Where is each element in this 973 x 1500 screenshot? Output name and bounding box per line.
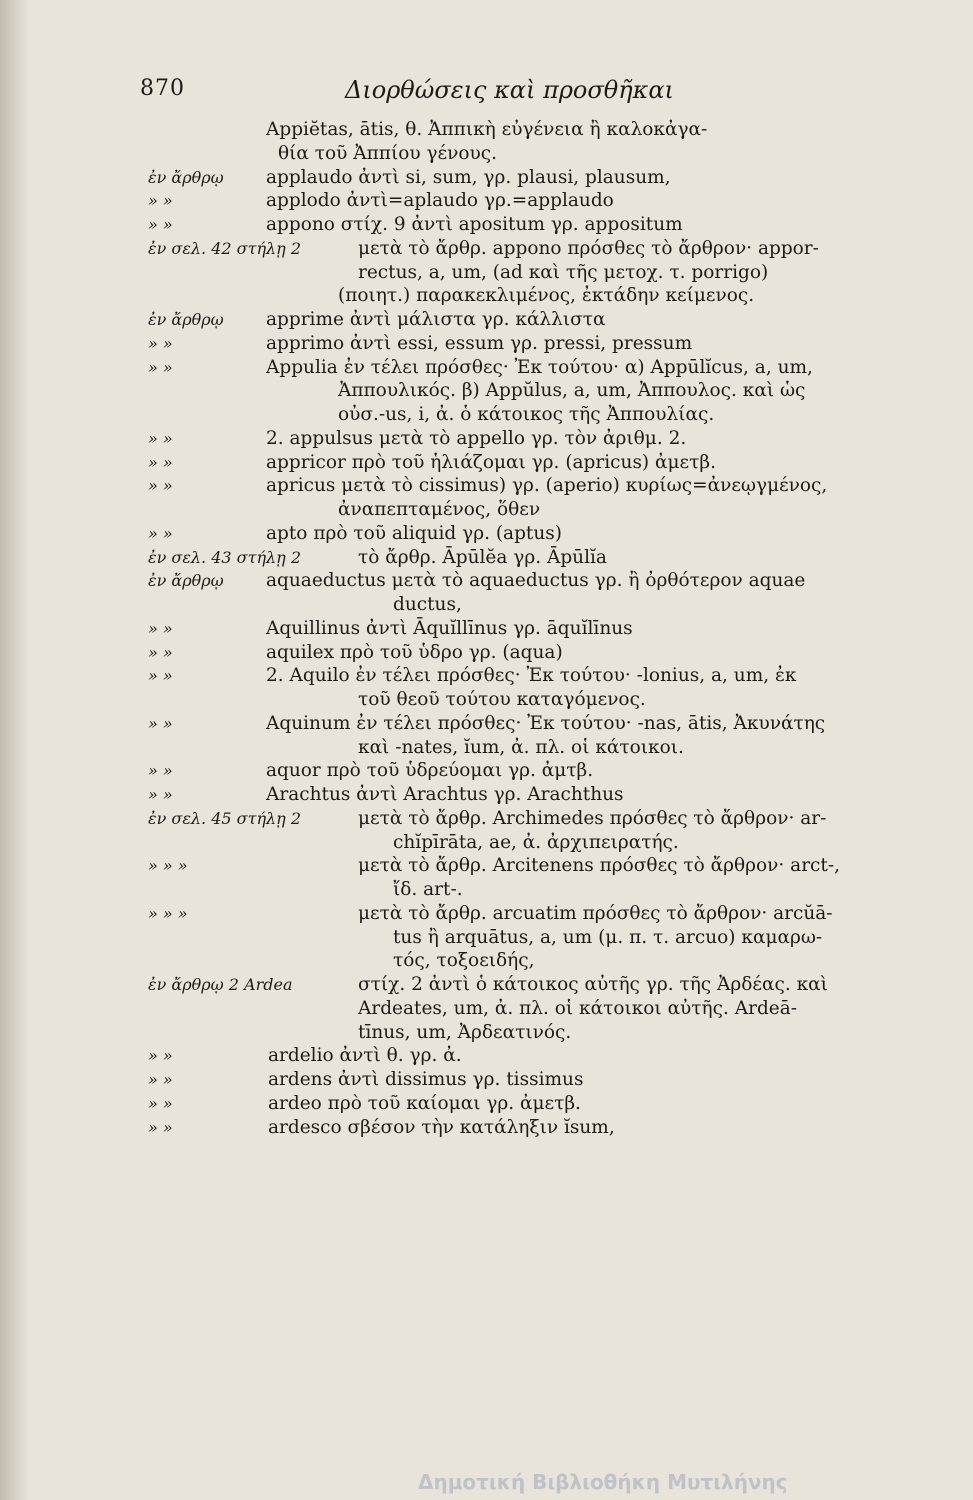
text-line: [148, 854, 923, 878]
line-reference: » »: [148, 452, 173, 472]
line-text: ardesco σβέσον τὴν κατάληξιν ĭsum,: [268, 1116, 615, 1138]
line-text: aquaeductus μετὰ τὸ aquaeductus γρ. ἢ ὀρθότερον aquae: [266, 570, 806, 592]
line-text: Appulia ἐν τέλει πρόσθες· Ἐκ τούτου· α) Appūlĭcus, a, um,: [266, 356, 813, 378]
line-reference: » »: [148, 618, 173, 638]
text-line: [148, 546, 923, 570]
text-line: [148, 712, 923, 736]
line-reference: » »: [148, 761, 173, 781]
text-line: [148, 1116, 923, 1140]
text-line: [148, 807, 923, 831]
line-text: apprimo ἀντὶ essi, essum γρ. pressi, pressum: [266, 332, 693, 354]
text-line: [148, 878, 923, 902]
line-text: ductus,: [393, 594, 462, 615]
line-text: στίχ. 2 ἀντὶ ὁ κάτοικος αὐτῆς γρ. τῆς Ἀρδέας. καὶ: [358, 974, 828, 995]
text-line: [148, 189, 923, 213]
text-line: [148, 973, 923, 997]
line-reference: » »: [148, 713, 173, 733]
line-text: apprime ἀντὶ μάλιστα γρ. κάλλιστα: [266, 309, 606, 330]
line-text: τοῦ θεοῦ τούτου καταγόμενος.: [358, 689, 646, 710]
text-line: [148, 664, 923, 688]
text-line: [148, 569, 923, 593]
line-text: ardens ἀντὶ dissimus γρ. tissimus: [268, 1069, 584, 1090]
text-line: [148, 332, 923, 356]
line-text: μετὰ τὸ ἄρθρ. Arcitenens πρόσθες τὸ ἄρθρον· arct-,: [358, 855, 840, 877]
line-text: θία τοῦ Ἀππίου γένους.: [278, 142, 497, 164]
line-text: appono στίχ. 9 ἀντὶ apositum γρ. appositum: [266, 214, 683, 235]
line-text: οὐσ.-us, i, ἀ. ὁ κάτοικος τῆς Ἀππουλίας.: [338, 404, 715, 425]
text-line: [148, 451, 923, 475]
line-reference: » »: [148, 428, 173, 448]
line-text: Arachtus ἀντὶ Arachtus γρ. Arachthus: [266, 784, 624, 805]
line-text: Aquinum ἐν τέλει πρόσθες· Ἐκ τούτου· -nas, ātis, Ἀκυνάτης: [266, 712, 826, 734]
text-line: [148, 261, 923, 285]
line-reference: ἐν σελ. 43 στήλῃ 2: [148, 547, 302, 567]
line-reference: » »: [148, 357, 173, 377]
line-text: ἀναπεπταμένος, ὅθεν: [338, 499, 541, 520]
line-text: 2. Aquilo ἐν τέλει πρόσθες· Ἐκ τούτου· -lonius, a, um, ἐκ: [266, 665, 797, 687]
text-line: [148, 1092, 923, 1116]
line-reference: » »: [148, 642, 173, 662]
page-header: [140, 76, 840, 106]
line-text: applodo ἀντὶ=aplaudo γρ.=applaudo: [266, 190, 614, 212]
line-reference: ἐν ἄρθρῳ: [148, 310, 224, 329]
text-line: [148, 284, 923, 308]
text-line: [148, 902, 923, 926]
text-line: [148, 831, 923, 855]
line-text: τός, τοξοειδής,: [393, 950, 535, 972]
line-text: μετὰ τὸ ἄρθρ. arcuatim πρόσθες τὸ ἄρθρον· arcŭā-: [358, 902, 833, 924]
line-text: apricus μετὰ τὸ cissimus) γρ. (aperio) κυρίως=ἀνεῳγμένος,: [266, 475, 828, 497]
line-text: 2. appulsus μετὰ τὸ appello γρ. τὸν ἀριθμ. 2.: [266, 427, 687, 449]
text-line: [148, 213, 923, 237]
line-text: appricor πρὸ τοῦ ἡλιάζομαι γρ. (apricus) ἀμετβ.: [266, 451, 716, 473]
text-line: [148, 759, 923, 783]
line-text: μετὰ τὸ ἄρθρ. Archimedes πρόσθες τὸ ἄρθρον· ar-: [358, 807, 827, 829]
line-reference: » »: [148, 1117, 173, 1137]
line-text: tus ἢ arquātus, a, um (μ. π. τ. arcuo) καμαρω-: [393, 926, 823, 948]
line-text: tīnus, um, Ἀρδεατινός.: [358, 1021, 572, 1043]
text-line: [148, 308, 923, 332]
line-text: aquor πρὸ τοῦ ὑδρεύομαι γρ. ἀμτβ.: [266, 760, 594, 782]
line-text: rectus, a, um, (ad καὶ τῆς μετοχ. τ. porrigo): [358, 261, 769, 283]
text-line: [148, 142, 923, 166]
library-watermark: Δημοτική Βιβλιοθήκη Μυτιλήνης: [418, 1470, 788, 1494]
line-reference: » »: [148, 1070, 173, 1089]
line-reference: » »: [148, 1093, 173, 1113]
text-line: [148, 522, 923, 546]
text-line: [148, 641, 923, 665]
running-title: Διορθώσεις καὶ προσθῆκαι: [345, 76, 674, 104]
text-line: [148, 1068, 923, 1092]
line-text: applaudo ἀντὶ si, sum, γρ. plausi, plausum,: [266, 166, 671, 188]
text-line: [148, 997, 923, 1021]
line-reference: » »: [148, 785, 173, 804]
line-text: τὸ ἄρθρ. Āpūlĕa γρ. Āpūlĭa: [358, 546, 607, 568]
line-text: καὶ -nates, ĭum, ἀ. πλ. οἱ κάτοικοι.: [358, 736, 684, 758]
text-line: [148, 474, 923, 498]
line-reference: » »: [148, 1046, 173, 1066]
errata-list: [148, 118, 923, 1139]
text-line: [148, 783, 923, 807]
line-text: μετὰ τὸ ἄρθρ. appono πρόσθες τὸ ἄρθρον· appor-: [358, 237, 819, 259]
line-text: Appiĕtas, ātis, θ. Ἀππικὴ εὐγένεια ἢ καλοκἀγα-: [266, 119, 708, 140]
line-text: ardelio ἀντὶ θ. γρ. ἀ.: [268, 1045, 462, 1067]
line-reference: ἐν σελ. 42 στήλῃ 2: [148, 238, 302, 258]
line-text: Aquillinus ἀντὶ Āquĭllīnus γρ. āquĭlīnus: [266, 617, 633, 639]
line-reference: » »: [148, 476, 173, 496]
text-line: [148, 949, 923, 973]
line-reference: » »: [148, 333, 173, 353]
line-reference: ἐν σελ. 45 στήλῃ 2: [148, 808, 302, 828]
line-reference: » » »: [148, 856, 188, 876]
text-line: [148, 237, 923, 261]
line-reference: ἐν ἄρθρῳ: [148, 167, 224, 187]
line-reference: » » »: [148, 903, 188, 923]
line-text: apto πρὸ τοῦ aliquid γρ. (aptus): [266, 522, 562, 544]
line-reference: » »: [148, 191, 173, 211]
page-edge-shadow: [0, 0, 30, 1500]
line-text: ἴδ. art-.: [393, 879, 463, 900]
text-line: [148, 1021, 923, 1045]
text-line: [148, 617, 923, 641]
line-reference: ἐν ἄρθρῳ 2 Ardea: [148, 975, 293, 994]
text-line: [148, 427, 923, 451]
line-reference: » »: [148, 666, 173, 686]
text-line: [148, 356, 923, 380]
line-text: (ποιητ.) παρακεκλιμένος, ἐκτάδην κείμενος.: [338, 285, 755, 307]
line-reference: ἐν ἄρθρῳ: [148, 571, 224, 591]
line-text: chĭpīrāta, ae, ἀ. ἀρχιπειρατής.: [393, 831, 679, 853]
text-line: [148, 688, 923, 712]
text-line: [148, 736, 923, 760]
text-line: [148, 593, 923, 617]
line-text: Ardeates, um, ἀ. πλ. οἱ κάτοικοι αὐτῆς. Ardeā-: [358, 997, 798, 1019]
line-reference: » »: [148, 523, 173, 543]
text-line: [148, 379, 923, 403]
text-line: [148, 926, 923, 950]
line-reference: » »: [148, 215, 173, 234]
line-text: aquilex πρὸ τοῦ ὑδρο γρ. (aqua): [266, 641, 563, 663]
text-line: [148, 166, 923, 190]
text-line: [148, 118, 923, 142]
text-line: [148, 498, 923, 522]
text-line: [148, 1044, 923, 1068]
page-number: 870: [140, 76, 185, 101]
text-line: [148, 403, 923, 427]
line-text: Ἀππουλικός. β) Appŭlus, a, um, Ἀππουλος. καὶ ὡς: [338, 380, 806, 402]
line-text: ardeo πρὸ τοῦ καίομαι γρ. ἀμετβ.: [268, 1092, 581, 1114]
